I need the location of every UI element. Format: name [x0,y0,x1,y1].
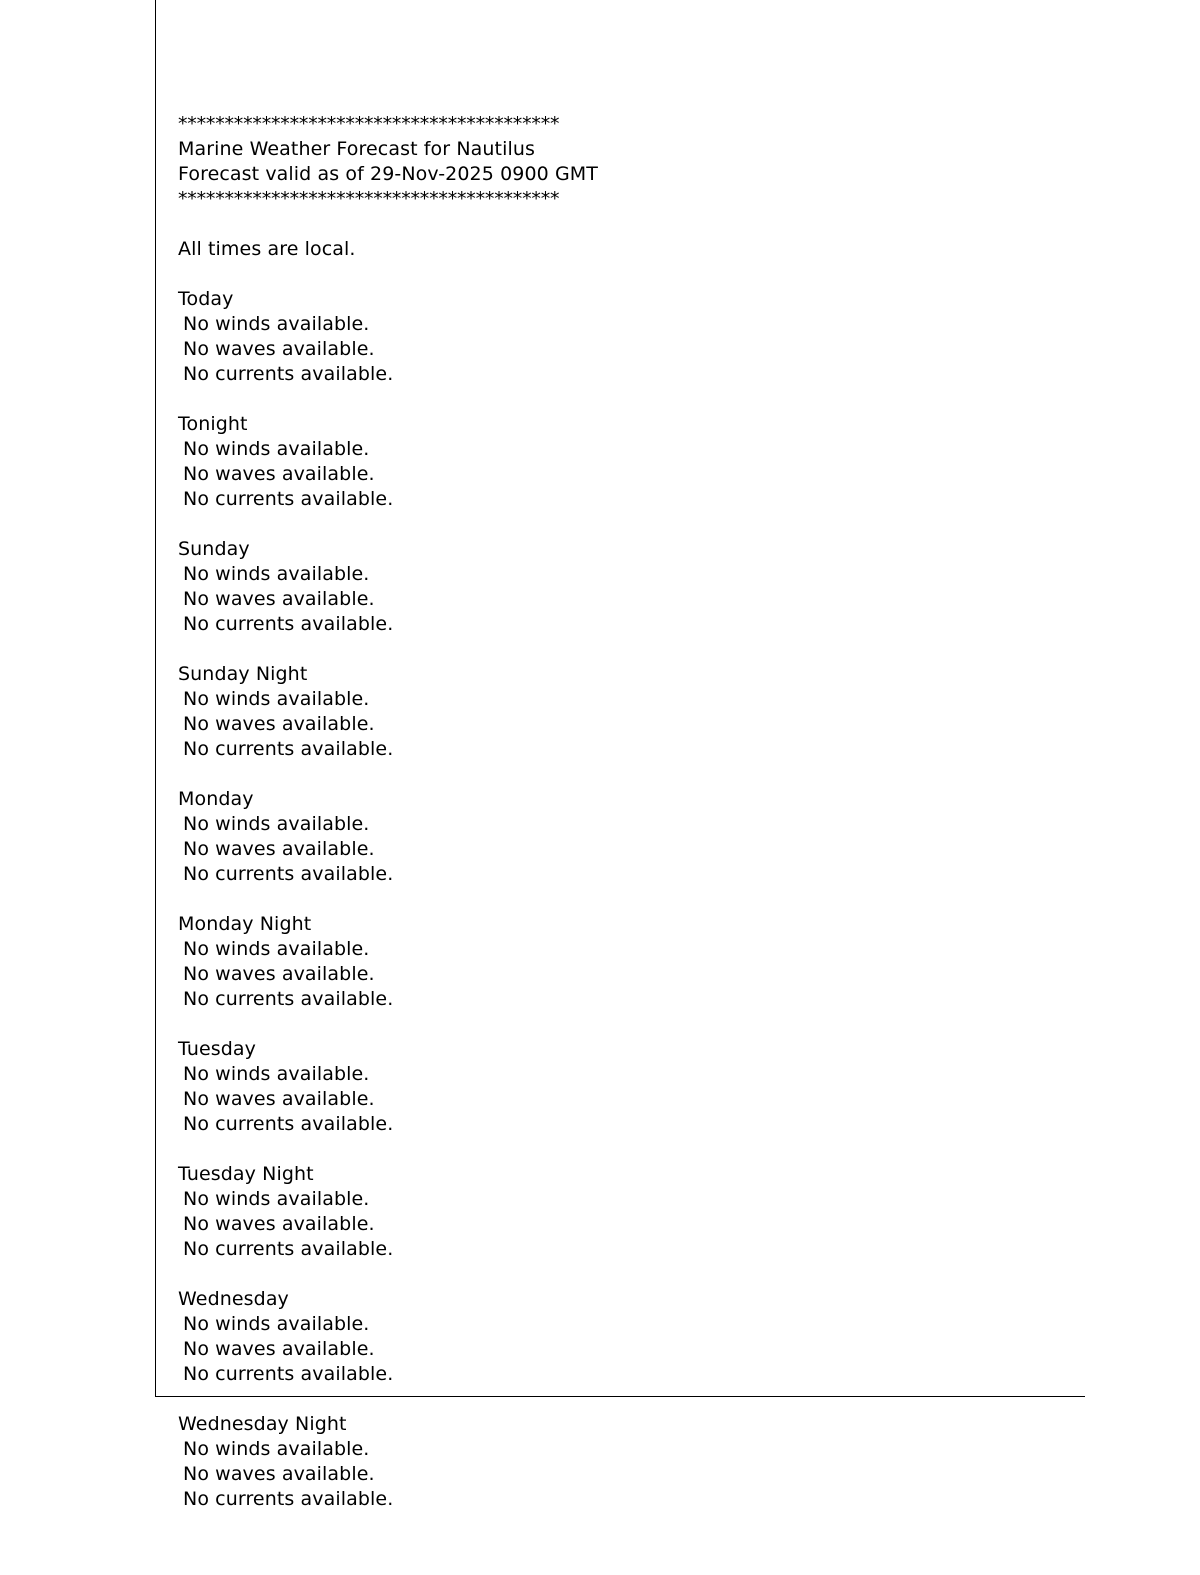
period-label: Monday [178,788,254,810]
forecast-continuation-block [178,1412,1078,1512]
period-label: Tuesday [178,1038,256,1060]
period-currents: No currents available. [183,363,394,385]
period-winds: No winds available. [183,1063,370,1085]
forecast-period [178,787,1078,887]
period-waves: No waves available. [183,338,375,360]
spacer [178,1262,1078,1287]
period-waves: No waves available. [183,838,375,860]
period-waves: No waves available. [183,963,375,985]
period-waves: No waves available. [183,713,375,735]
local-time-note: All times are local. [178,238,356,260]
header-rule-top: ***************************************** [178,113,560,135]
forecast-validity: Forecast valid as of 29-Nov-2025 0900 GMT [178,163,598,185]
period-label: Monday Night [178,913,312,935]
forecast-period [178,912,1078,1012]
period-label: Wednesday Night [178,1413,347,1435]
forecast-period [178,412,1078,512]
period-currents: No currents available. [183,1238,394,1260]
forecast-period [178,1162,1078,1262]
forecast-period [178,287,1078,387]
period-currents: No currents available. [183,1113,394,1135]
period-waves: No waves available. [183,463,375,485]
period-currents: No currents available. [183,1363,394,1385]
period-waves: No waves available. [183,1338,375,1360]
forecast-period [178,537,1078,637]
period-label: Wednesday [178,1288,289,1310]
forecast-text-block [178,112,1078,1387]
spacer [178,1137,1078,1162]
forecast-period [178,1037,1078,1137]
forecast-period [178,1412,1078,1512]
spacer [178,512,1078,537]
spacer [178,887,1078,912]
spacer [178,762,1078,787]
period-waves: No waves available. [183,1213,375,1235]
period-winds: No winds available. [183,1188,370,1210]
period-winds: No winds available. [183,1313,370,1335]
period-winds: No winds available. [183,438,370,460]
period-waves: No waves available. [183,588,375,610]
spacer [178,212,1078,237]
period-winds: No winds available. [183,563,370,585]
period-label: Sunday [178,538,250,560]
spacer [178,387,1078,412]
period-currents: No currents available. [183,863,394,885]
period-waves: No waves available. [183,1088,375,1110]
period-currents: No currents available. [183,738,394,760]
period-currents: No currents available. [183,488,394,510]
spacer [178,1012,1078,1037]
period-winds: No winds available. [183,313,370,335]
period-label: Sunday Night [178,663,308,685]
forecast-period [178,662,1078,762]
period-winds: No winds available. [183,1438,370,1460]
period-winds: No winds available. [183,813,370,835]
period-label: Tonight [178,413,248,435]
period-label: Today [178,288,234,310]
spacer [178,637,1078,662]
period-currents: No currents available. [183,988,394,1010]
period-waves: No waves available. [183,1463,375,1485]
period-winds: No winds available. [183,688,370,710]
period-currents: No currents available. [183,1488,394,1510]
period-label: Tuesday Night [178,1163,314,1185]
spacer [178,262,1078,287]
period-winds: No winds available. [183,938,370,960]
forecast-period [178,1287,1078,1387]
forecast-title: Marine Weather Forecast for Nautilus [178,138,535,160]
period-currents: No currents available. [183,613,394,635]
header-rule-bottom: ***************************************** [178,188,560,210]
